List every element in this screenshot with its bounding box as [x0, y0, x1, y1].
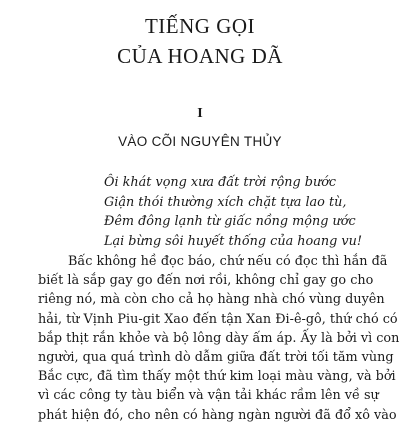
paragraph-line: vì các công ty tàu biển và vận tải khác rầm lên về sự — [38, 388, 379, 404]
epigraph-poem — [104, 173, 394, 251]
chapter-number: I — [197, 106, 203, 121]
chapter-title: VÀO CÕI NGUYÊN THỦY — [118, 134, 282, 149]
paragraph-line: hải, từ Vịnh Piu-git Xao đến tận Xan Đi-ê-gô, thứ chó có — [38, 311, 398, 327]
body-paragraph — [38, 252, 400, 425]
poem-line: Ôi khát vọng xưa đất trời rộng bước — [104, 175, 337, 190]
paragraph-line: Bắc cực, đã tìm thấy một thứ kim loại màu vàng, và bởi — [38, 369, 396, 385]
poem-line: Giận thói thường xích chặt tựa lao tù, — [104, 194, 347, 210]
paragraph-line: phát hiện đó, cho nên có hàng ngàn người đã đổ xô vào — [38, 407, 397, 423]
paragraph-line: bắp thịt rắn khỏe và bộ lông dày ấm áp. Ấy là bởi vì con — [38, 330, 400, 346]
paragraph-line: người, qua quá trình dò dẫm giữa đất trời tối tăm vùng — [38, 350, 394, 366]
book-title-line-2: CỦA HOANG DÃ — [117, 44, 283, 68]
poem-line: Đêm đông lạnh từ giấc nồng mộng ước — [104, 214, 356, 229]
paragraph-line: Bấc không hề đọc báo, chứ nếu có đọc thì hắn đã — [68, 254, 388, 269]
paragraph-line: riêng nó, mà còn cho cả họ hàng nhà chó vùng duyên — [38, 292, 385, 308]
book-title-line-1: TIẾNG GỌI — [144, 14, 256, 38]
paragraph-line: biết là sắp gay go đến nơi rồi, không chỉ gay go cho — [38, 273, 374, 289]
poem-line: Lại bừng sôi huyết thống của hoang vu! — [104, 233, 362, 249]
